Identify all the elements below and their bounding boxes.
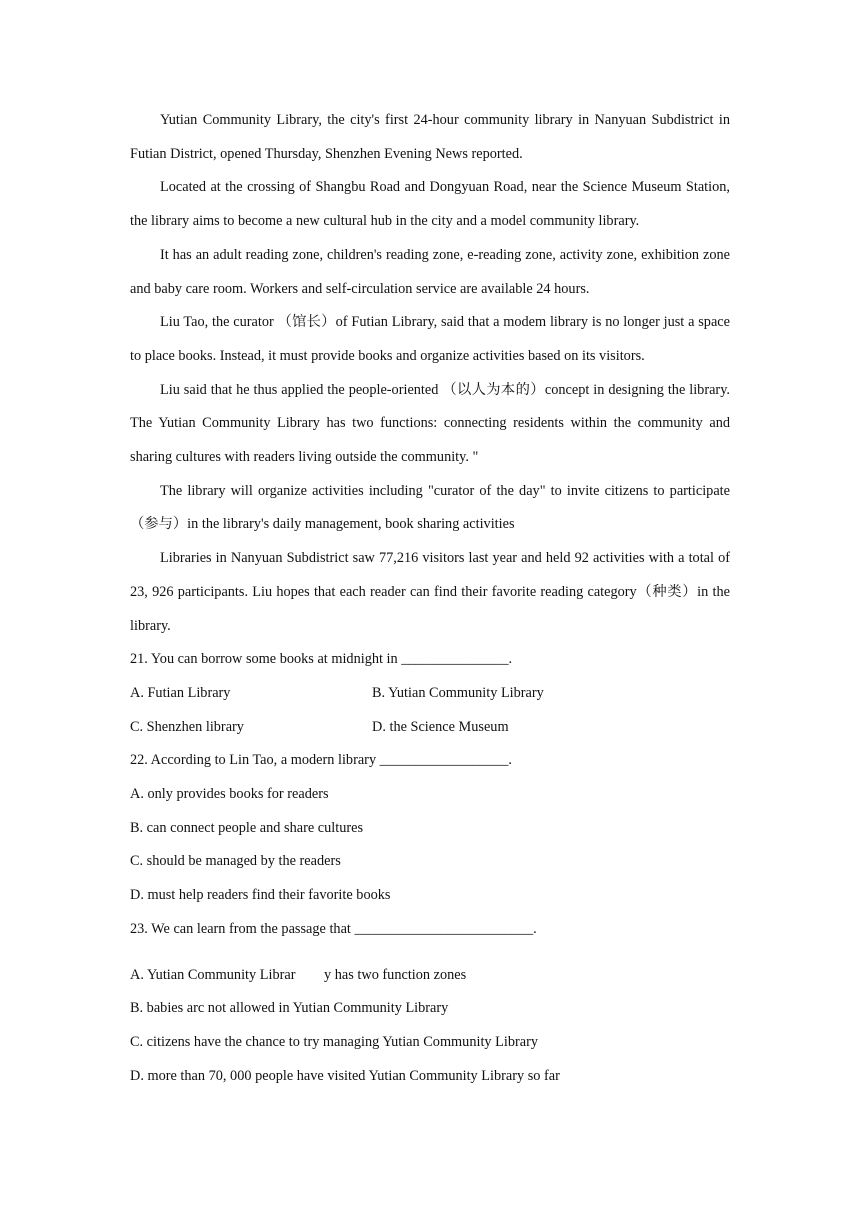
passage-paragraph-3: It has an adult reading zone, children's reading zone, e-reading zone, activity zone, exhibition zone and baby care room. Workers and self-circulation service are available 24 hours. bbox=[130, 246, 730, 297]
spacer bbox=[130, 947, 730, 959]
question-23-option-d: D. more than 70, 000 people have visited Yutian Community Library so far bbox=[130, 1067, 560, 1084]
question-21-option-d: D. the Science Museum bbox=[372, 718, 509, 735]
question-21-option-a: A. Futian Library bbox=[130, 684, 231, 701]
question-23-option-b: B. babies arc not allowed in Yutian Community Library bbox=[130, 1000, 449, 1017]
question-22-option-a: A. only provides books for readers bbox=[130, 786, 329, 803]
question-23-option-c: C. citizens have the chance to try managing Yutian Community Library bbox=[130, 1033, 539, 1050]
question-22-option-c: C. should be managed by the readers bbox=[130, 853, 341, 870]
question-21-options-row-1 bbox=[130, 677, 730, 711]
question-23-option-a: A. Yutian Community Librar y has two function zones bbox=[130, 966, 467, 983]
question-22-option-d: D. must help readers find their favorite books bbox=[130, 887, 391, 904]
passage-paragraph-7: Libraries in Nanyuan Subdistrict saw 77,216 visitors last year and held 92 activities with a total of 23, 926 participants. Liu hopes that each reader can find their favorite reading category（种类）in the library. bbox=[130, 550, 730, 634]
question-21-option-b: B. Yutian Community Library bbox=[372, 684, 544, 701]
question-21-option-c: C. Shenzhen library bbox=[130, 718, 244, 735]
passage-paragraph-1: Yutian Community Library, the city's first 24-hour community library in Nanyuan Subdistrict in Futian District, opened Thursday, Shenzhen Evening News reported. bbox=[130, 112, 730, 162]
question-22-stem: 22. According to Lin Tao, a modern library __________________. bbox=[130, 752, 512, 769]
passage-paragraph-6: The library will organize activities including "curator of the day" to invite citizens to participate（参与）in the library's daily management, book sharing activities bbox=[130, 482, 730, 533]
passage-paragraph-2: Located at the crossing of Shangbu Road and Dongyuan Road, near the Science Museum Station, the library aims to become a new cultural hub in the city and a model community library. bbox=[130, 179, 730, 230]
passage-paragraph-5: Liu said that he thus applied the people-oriented （以人为本的）concept in designing the library. The Yutian Community Library has two functions: connecting residents within the community and sharing cultures with readers living outside the community. " bbox=[130, 381, 730, 466]
passage-paragraph-4: Liu Tao, the curator （馆长）of Futian Library, said that a modem library is no longer just a space to place books. Instead, it must provide books and organize activities based on its visitors. bbox=[130, 314, 730, 364]
question-22-option-b: B. can connect people and share cultures bbox=[130, 819, 364, 836]
document-page bbox=[130, 104, 730, 1093]
question-21-options-row-2 bbox=[130, 711, 730, 745]
question-23-stem: 23. We can learn from the passage that _________________________. bbox=[130, 920, 537, 937]
question-21-stem: 21. You can borrow some books at midnight in _______________. bbox=[130, 651, 513, 668]
